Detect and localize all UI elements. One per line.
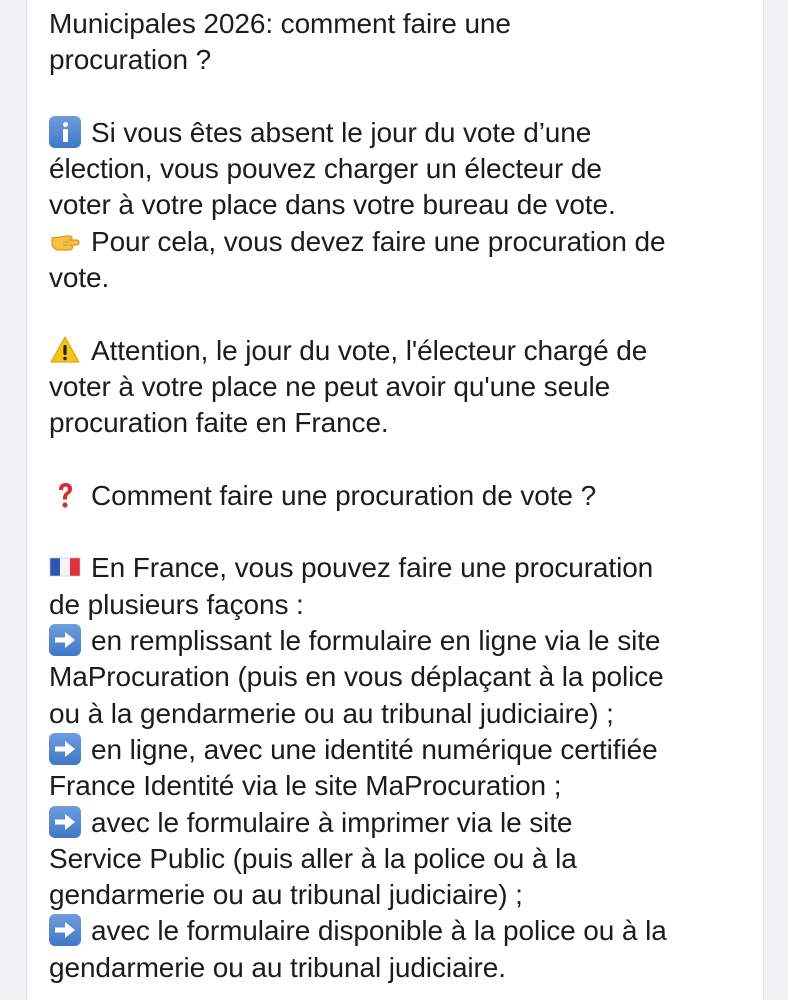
paragraph-line: Attention, le jour du vote, l'électeur chargé de [49, 333, 749, 369]
paragraph-line: voter à votre place ne peut avoir qu'une seule [49, 370, 611, 402]
list-item: avec le formulaire à imprimer via le site [49, 805, 749, 841]
list-item-line: MaProcuration (puis en vous déplaçant à la police [49, 661, 664, 693]
paragraph-line: élection, vous pouvez charger un électeur de [49, 153, 602, 185]
post-title-line: procuration ? [49, 44, 212, 76]
post-title-line: Municipales 2026: comment faire une [49, 8, 511, 39]
paragraph-line: de plusieurs façons : [49, 588, 304, 620]
paragraph-line: voter à votre place dans votre bureau de vote. [49, 189, 616, 221]
paragraph-line: vote. [49, 262, 110, 294]
list-item: en remplissant le formulaire en ligne via le site [49, 623, 749, 659]
question-line: Comment faire une procuration de vote ? [49, 478, 749, 514]
list-item-line: France Identité via le site MaProcuration ; [49, 770, 562, 802]
paragraph-line: procuration faite en France. [49, 407, 389, 439]
paragraph-line: En France, vous pouvez faire une procuration [49, 550, 749, 586]
post-text [49, 6, 749, 986]
right-arrow-icon [49, 806, 81, 838]
right-arrow-icon [49, 914, 81, 946]
question-mark-icon [49, 479, 81, 511]
paragraph-line: Pour cela, vous devez faire une procuration de [49, 224, 749, 260]
warning-icon [49, 334, 81, 366]
post-card [26, 0, 764, 1000]
french-flag-icon [49, 551, 81, 583]
pointing-hand-icon [49, 225, 81, 257]
paragraph-line: Si vous êtes absent le jour du vote d’une [49, 115, 749, 151]
list-item-line: ou à la gendarmerie ou au tribunal judiciaire) ; [49, 697, 614, 729]
list-item-line: gendarmerie ou au tribunal judiciaire. [49, 951, 506, 983]
list-item-line: Service Public (puis aller à la police ou à la [49, 842, 577, 874]
list-item: en ligne, avec une identité numérique certifiée [49, 732, 749, 768]
list-item: avec le formulaire disponible à la police ou à la [49, 913, 749, 949]
right-arrow-icon [49, 624, 81, 656]
list-item-line: gendarmerie ou au tribunal judiciaire) ; [49, 879, 523, 911]
information-icon [49, 116, 81, 148]
right-arrow-icon [49, 733, 81, 765]
